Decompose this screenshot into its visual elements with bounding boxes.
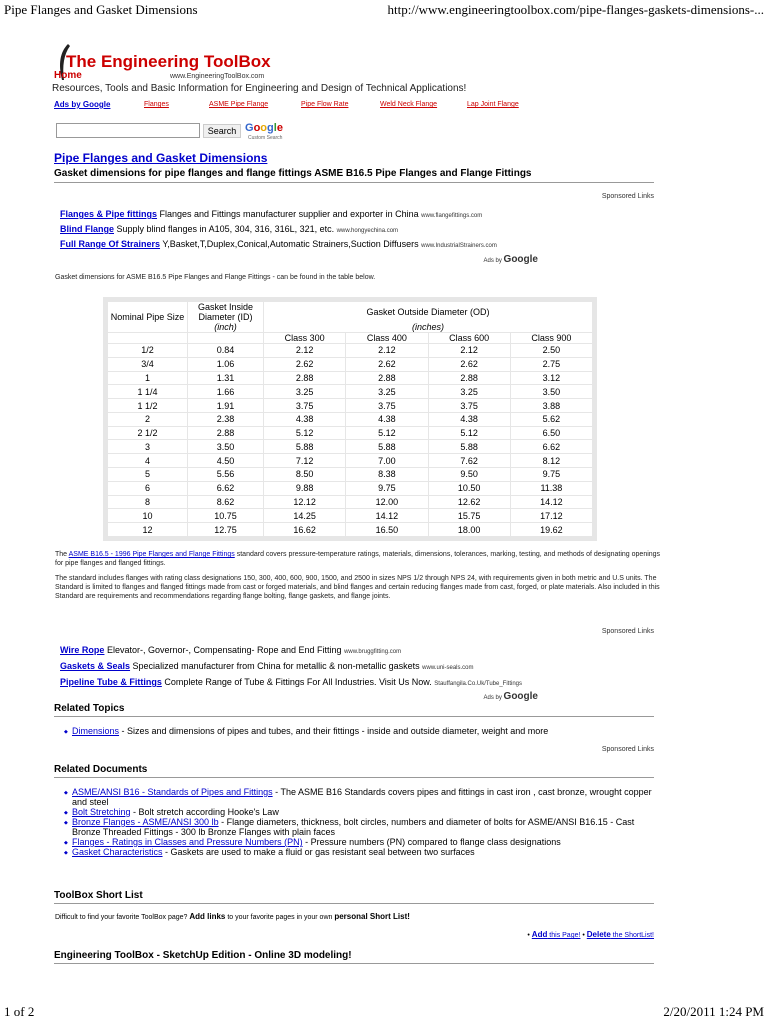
- gasket-table-frame: [103, 297, 597, 541]
- related-link[interactable]: Flanges - Ratings in Classes and Pressure Numbers (PN): [72, 837, 303, 847]
- related-documents-heading: Related Documents: [54, 764, 148, 775]
- header-id-unit: (inch): [188, 322, 264, 333]
- table-cell: 18.00: [428, 523, 510, 537]
- table-cell: 3.25: [346, 385, 428, 399]
- related-text: - Sizes and dimensions of pipes and tubes, and their fittings - inside and outside diameter, weight and more: [119, 726, 549, 736]
- ad-text: Y,Basket,T,Duplex,Conical,Automatic Strainers,Suction Diffusers: [160, 239, 422, 249]
- ads-by-brand: Google: [503, 254, 538, 265]
- search-input[interactable]: [56, 123, 200, 138]
- table-row: [108, 495, 593, 509]
- table-cell: 1.66: [188, 385, 264, 399]
- ad-link[interactable]: Gaskets & Seals: [60, 661, 131, 671]
- header-nominal-size: Nominal Pipe Size: [108, 302, 188, 333]
- table-cell: 2.62: [428, 357, 510, 371]
- ads-by-label: Ads by: [483, 695, 502, 701]
- table-cell: 10: [108, 509, 188, 523]
- header-blank: [188, 333, 264, 344]
- ads-by-google[interactable]: [484, 691, 538, 702]
- sketchup-heading: Engineering ToolBox - SketchUp Edition - Online 3D modeling!: [54, 950, 352, 961]
- table-cell: 9.88: [264, 481, 346, 495]
- table-cell: 19.62: [510, 523, 592, 537]
- table-cell: 3.75: [428, 399, 510, 413]
- ad-nav-link-pipe-flow-rate[interactable]: Pipe Flow Rate: [301, 101, 349, 108]
- add-text: this Page!: [547, 932, 581, 939]
- table-cell: 11.38: [510, 481, 592, 495]
- header-class: Class 900: [510, 333, 592, 344]
- ad-nav-link-flanges[interactable]: Flanges: [144, 101, 169, 108]
- sponsored-links-label: Sponsored Links: [601, 628, 654, 635]
- table-cell: 5: [108, 468, 188, 482]
- related-text: - Gaskets are used to make a fluid or gas resistant seal between two surfaces: [162, 847, 475, 857]
- site-tagline: Resources, Tools and Basic Information for Engineering and Design of Technical Applications!: [52, 83, 467, 94]
- header-blank: [108, 333, 188, 344]
- ad-url: www.flangefittings.com: [421, 213, 483, 219]
- ad-link[interactable]: Wire Rope: [60, 645, 105, 655]
- table-row: [108, 454, 593, 468]
- site-name: The Engineering ToolBox: [66, 52, 271, 71]
- ad-nav-link-weld-neck-flange[interactable]: Weld Neck Flange: [380, 101, 438, 108]
- table-cell: 5.12: [428, 426, 510, 440]
- shortlist-description: [55, 912, 410, 921]
- table-cell: 3: [108, 440, 188, 454]
- ad-text: Supply blind flanges in A105, 304, 316, 316L, 321, etc.: [114, 224, 337, 234]
- table-row: [108, 481, 593, 495]
- print-footer-page: 1 of 2: [4, 1004, 35, 1019]
- table-cell: 7.62: [428, 454, 510, 468]
- ad-link[interactable]: Blind Flange: [60, 224, 114, 234]
- ad-item: [60, 645, 401, 655]
- table-cell: 2.12: [428, 344, 510, 358]
- list-item: [72, 847, 652, 857]
- shortlist-add-links: Add links: [189, 912, 226, 921]
- table-cell: 8: [108, 495, 188, 509]
- delete-shortlist-link[interactable]: [587, 932, 654, 939]
- table-cell: 12.75: [188, 523, 264, 537]
- divider: [54, 716, 654, 717]
- table-cell: 3.88: [510, 399, 592, 413]
- list-item: [72, 837, 652, 847]
- ads-by-google[interactable]: [484, 254, 538, 265]
- ad-link[interactable]: Full Range Of Strainers: [60, 239, 161, 249]
- ad-item: [60, 209, 482, 219]
- table-cell: 1 1/2: [108, 399, 188, 413]
- bullet: •: [527, 932, 532, 939]
- table-cell: 4.38: [264, 412, 346, 426]
- table-cell: 12.62: [428, 495, 510, 509]
- table-row: [108, 523, 593, 537]
- search-button[interactable]: Search: [203, 124, 241, 138]
- google-logo: Google: [245, 122, 283, 134]
- table-cell: 14.25: [264, 509, 346, 523]
- table-row: [108, 509, 593, 523]
- table-cell: 1.31: [188, 371, 264, 385]
- table-cell: 5.12: [264, 426, 346, 440]
- table-cell: 14.12: [346, 509, 428, 523]
- related-link[interactable]: Bronze Flanges - ASME/ANSI 300 lb: [72, 817, 219, 827]
- ad-text: Complete Range of Tube & Fittings For All Industries. Visit Us Now.: [161, 677, 435, 687]
- gasket-dimensions-table: [107, 301, 593, 537]
- table-cell: 5.56: [188, 468, 264, 482]
- standard-scope-text: The standard includes flanges with rating class designations 150, 300, 400, 600, 900, 1500, and 2500 in sizes NPS 1/2 through NPS 24, with requirements given in both metric and U.S units. The Standard is limited to flanges and flanged fittings made from cast or forged materials, and blind flanges and certain reducing flanges made from cast, forged, or plate materials. Also included in this Standard are requirements and recommendations regarding flange bolting, flange gaskets, and flange joints.: [55, 575, 660, 600]
- ad-url: www.IndustrialStrainers.com: [421, 243, 497, 249]
- print-header-url: http://www.engineeringtoolbox.com/pipe-flanges-gaskets-dimensions-...: [387, 2, 764, 17]
- table-cell: 3.50: [510, 385, 592, 399]
- table-cell: 3.12: [510, 371, 592, 385]
- table-cell: 17.12: [510, 509, 592, 523]
- table-cell: 5.12: [346, 426, 428, 440]
- related-link[interactable]: Bolt Stretching: [72, 807, 131, 817]
- table-cell: 7.00: [346, 454, 428, 468]
- table-row: [108, 440, 593, 454]
- table-cell: 3.25: [428, 385, 510, 399]
- related-documents-list: [72, 787, 652, 857]
- table-cell: 12: [108, 523, 188, 537]
- table-cell: 16.50: [346, 523, 428, 537]
- page-title[interactable]: Pipe Flanges and Gasket Dimensions: [54, 151, 268, 165]
- delete-text: the ShortList!: [610, 932, 654, 939]
- table-row: [108, 399, 593, 413]
- table-cell: 5.88: [264, 440, 346, 454]
- table-cell: 16.62: [264, 523, 346, 537]
- home-link[interactable]: Home: [54, 70, 82, 81]
- table-row: [108, 412, 593, 426]
- sponsored-links-label: Sponsored Links: [601, 746, 654, 753]
- table-cell: 15.75: [428, 509, 510, 523]
- divider: [54, 182, 654, 183]
- table-cell: 2.62: [346, 357, 428, 371]
- related-text: - Flange diameters, thickness, bolt circles, numbers and diameter of bolts for ASME/ANSI B16.15 - Cast Bronze Threaded Fittings - 300 lb Bronze Flanges with plain faces: [72, 817, 635, 837]
- ads-by-brand: Google: [503, 691, 538, 702]
- related-topics-heading: Related Topics: [54, 703, 125, 714]
- related-link[interactable]: Dimensions: [72, 726, 120, 736]
- site-logo[interactable]: [54, 42, 294, 86]
- ad-text: Flanges and Fittings manufacturer supplier and exporter in China: [157, 209, 422, 219]
- bullet: •: [580, 932, 587, 939]
- table-cell: 8.12: [510, 454, 592, 468]
- related-link[interactable]: Gasket Characteristics: [72, 847, 163, 857]
- table-cell: 1: [108, 371, 188, 385]
- table-cell: 3/4: [108, 357, 188, 371]
- table-cell: 1/2: [108, 344, 188, 358]
- table-cell: 7.12: [264, 454, 346, 468]
- table-cell: 4.38: [346, 412, 428, 426]
- divider: [54, 777, 654, 778]
- sponsored-links-label: Sponsored Links: [601, 193, 654, 200]
- print-footer-datetime: 2/20/2011 1:24 PM: [663, 1004, 764, 1019]
- ad-nav-bar: [54, 100, 654, 112]
- table-body: [108, 344, 593, 537]
- table-cell: 2.88: [188, 426, 264, 440]
- ads-by-label: Ads by: [483, 258, 502, 264]
- list-item: [72, 787, 652, 807]
- ad-url: www.hongyechina.com: [336, 228, 399, 234]
- shortlist-personal: personal Short List!: [334, 912, 410, 921]
- ad-url: www.bruggfitting.com: [344, 649, 402, 655]
- table-cell: 8.38: [346, 468, 428, 482]
- related-topics-list: [72, 726, 652, 736]
- header-gasket-id: Gasket Inside Diameter (ID): [188, 302, 264, 323]
- header-class: Class 400: [346, 333, 428, 344]
- list-item: [72, 726, 652, 736]
- table-cell: 4: [108, 454, 188, 468]
- table-row: [108, 426, 593, 440]
- divider: [54, 903, 654, 904]
- intro-text: Gasket dimensions for ASME B16.5 Pipe Flanges and Flange Fittings - can be found in the table below.: [55, 274, 376, 281]
- table-cell: 2.88: [264, 371, 346, 385]
- ad-item: [60, 224, 398, 234]
- table-cell: 2.62: [264, 357, 346, 371]
- table-cell: 10.75: [188, 509, 264, 523]
- page-subtitle: Gasket dimensions for pipe flanges and flange fittings ASME B16.5 Pipe Flanges and Flange Fittings: [54, 168, 532, 179]
- related-text: - Bolt stretch according Hooke's Law: [130, 807, 279, 817]
- table-cell: 2 1/2: [108, 426, 188, 440]
- para-text: The: [55, 551, 69, 558]
- related-text: - Pressure numbers (PN) compared to flange class designations: [302, 837, 561, 847]
- table-cell: 6: [108, 481, 188, 495]
- table-cell: 2.88: [346, 371, 428, 385]
- table-cell: 14.12: [510, 495, 592, 509]
- table-cell: 2.50: [510, 344, 592, 358]
- related-text: - The ASME B16 Standards covers pipes and fittings in cast iron , cast bronze, wrought copper and steel: [72, 787, 652, 807]
- table-cell: 9.75: [510, 468, 592, 482]
- table-cell: 6.62: [510, 440, 592, 454]
- shortlist-text: Difficult to find your favorite ToolBox page?: [55, 914, 190, 921]
- related-link[interactable]: ASME/ANSI B16 - Standards of Pipes and Fittings: [72, 787, 273, 797]
- table-cell: 5.62: [510, 412, 592, 426]
- table-cell: 1.06: [188, 357, 264, 371]
- header-class: Class 300: [264, 333, 346, 344]
- table-cell: 1 1/4: [108, 385, 188, 399]
- table-cell: 12.12: [264, 495, 346, 509]
- table-cell: 5.88: [428, 440, 510, 454]
- ad-link[interactable]: Pipeline Tube & Fittings: [60, 677, 162, 687]
- ad-item: [60, 677, 522, 687]
- ads-by-google-link[interactable]: Ads by Google: [54, 100, 111, 109]
- table-cell: 5.88: [346, 440, 428, 454]
- ad-nav-link-asme-pipe-flange[interactable]: ASME Pipe Flange: [209, 101, 269, 108]
- list-item: [72, 807, 652, 817]
- list-item: [72, 817, 652, 837]
- table-cell: 2.12: [264, 344, 346, 358]
- table-cell: 6.50: [510, 426, 592, 440]
- shortlist-actions: [527, 930, 654, 939]
- table-row: [108, 468, 593, 482]
- header-gasket-od: Gasket Outside Diameter (OD): [264, 302, 593, 323]
- table-row: [108, 357, 593, 371]
- ad-url: www.uni-seals.com: [422, 665, 474, 671]
- table-cell: 3.50: [188, 440, 264, 454]
- site-url: www.EngineeringToolBox.com: [170, 73, 265, 80]
- table-cell: 3.75: [264, 399, 346, 413]
- shortlist-text: to your favorite pages in your own: [225, 914, 335, 921]
- table-cell: 2.88: [428, 371, 510, 385]
- table-cell: 8.50: [264, 468, 346, 482]
- header-od-unit: (inches): [264, 322, 593, 333]
- table-cell: 0.84: [188, 344, 264, 358]
- table-cell: 2.75: [510, 357, 592, 371]
- table-cell: 2.12: [346, 344, 428, 358]
- ad-item: [60, 661, 474, 671]
- table-cell: 12.00: [346, 495, 428, 509]
- table-cell: 3.25: [264, 385, 346, 399]
- add-label: Add: [531, 930, 548, 939]
- ad-text: Elevator-, Governor-, Compensating- Rope and End Fitting: [104, 645, 345, 655]
- table-cell: 2: [108, 412, 188, 426]
- ad-url: Stauffangila.Co.Uk/Tube_Fittings: [434, 681, 523, 687]
- table-cell: 4.50: [188, 454, 264, 468]
- custom-search-label: Custom Search: [248, 135, 283, 141]
- table-cell: 1.91: [188, 399, 264, 413]
- table-cell: 6.62: [188, 481, 264, 495]
- ad-text: Specialized manufacturer from China for metallic & non-metallic gaskets: [130, 661, 423, 671]
- delete-label: Delete: [586, 930, 611, 939]
- print-header-title: Pipe Flanges and Gasket Dimensions: [4, 2, 198, 17]
- para-text: standard covers pressure-temperature ratings, materials, dimensions, tolerances, marking, testing, and methods of designating openings for pipe flanges and flanged fittings.: [55, 551, 661, 567]
- asme-b165-link[interactable]: ASME B16.5 - 1996 Pipe Flanges and Flange Fittings: [68, 551, 235, 558]
- table-row: [108, 344, 593, 358]
- table-cell: 9.75: [346, 481, 428, 495]
- add-page-link[interactable]: [532, 932, 581, 939]
- table-row: [108, 371, 593, 385]
- table-row: [108, 385, 593, 399]
- divider: [54, 963, 654, 964]
- header-class: Class 600: [428, 333, 510, 344]
- ad-item: [60, 239, 497, 249]
- standard-description: [55, 550, 665, 568]
- ad-link[interactable]: Flanges & Pipe fittings: [60, 209, 158, 219]
- table-cell: 2.38: [188, 412, 264, 426]
- shortlist-heading: ToolBox Short List: [54, 890, 143, 901]
- table-cell: 9.50: [428, 468, 510, 482]
- table-cell: 4.38: [428, 412, 510, 426]
- table-cell: 3.75: [346, 399, 428, 413]
- ad-nav-link-lap-joint-flange[interactable]: Lap Joint Flange: [467, 101, 519, 108]
- table-cell: 8.62: [188, 495, 264, 509]
- table-cell: 10.50: [428, 481, 510, 495]
